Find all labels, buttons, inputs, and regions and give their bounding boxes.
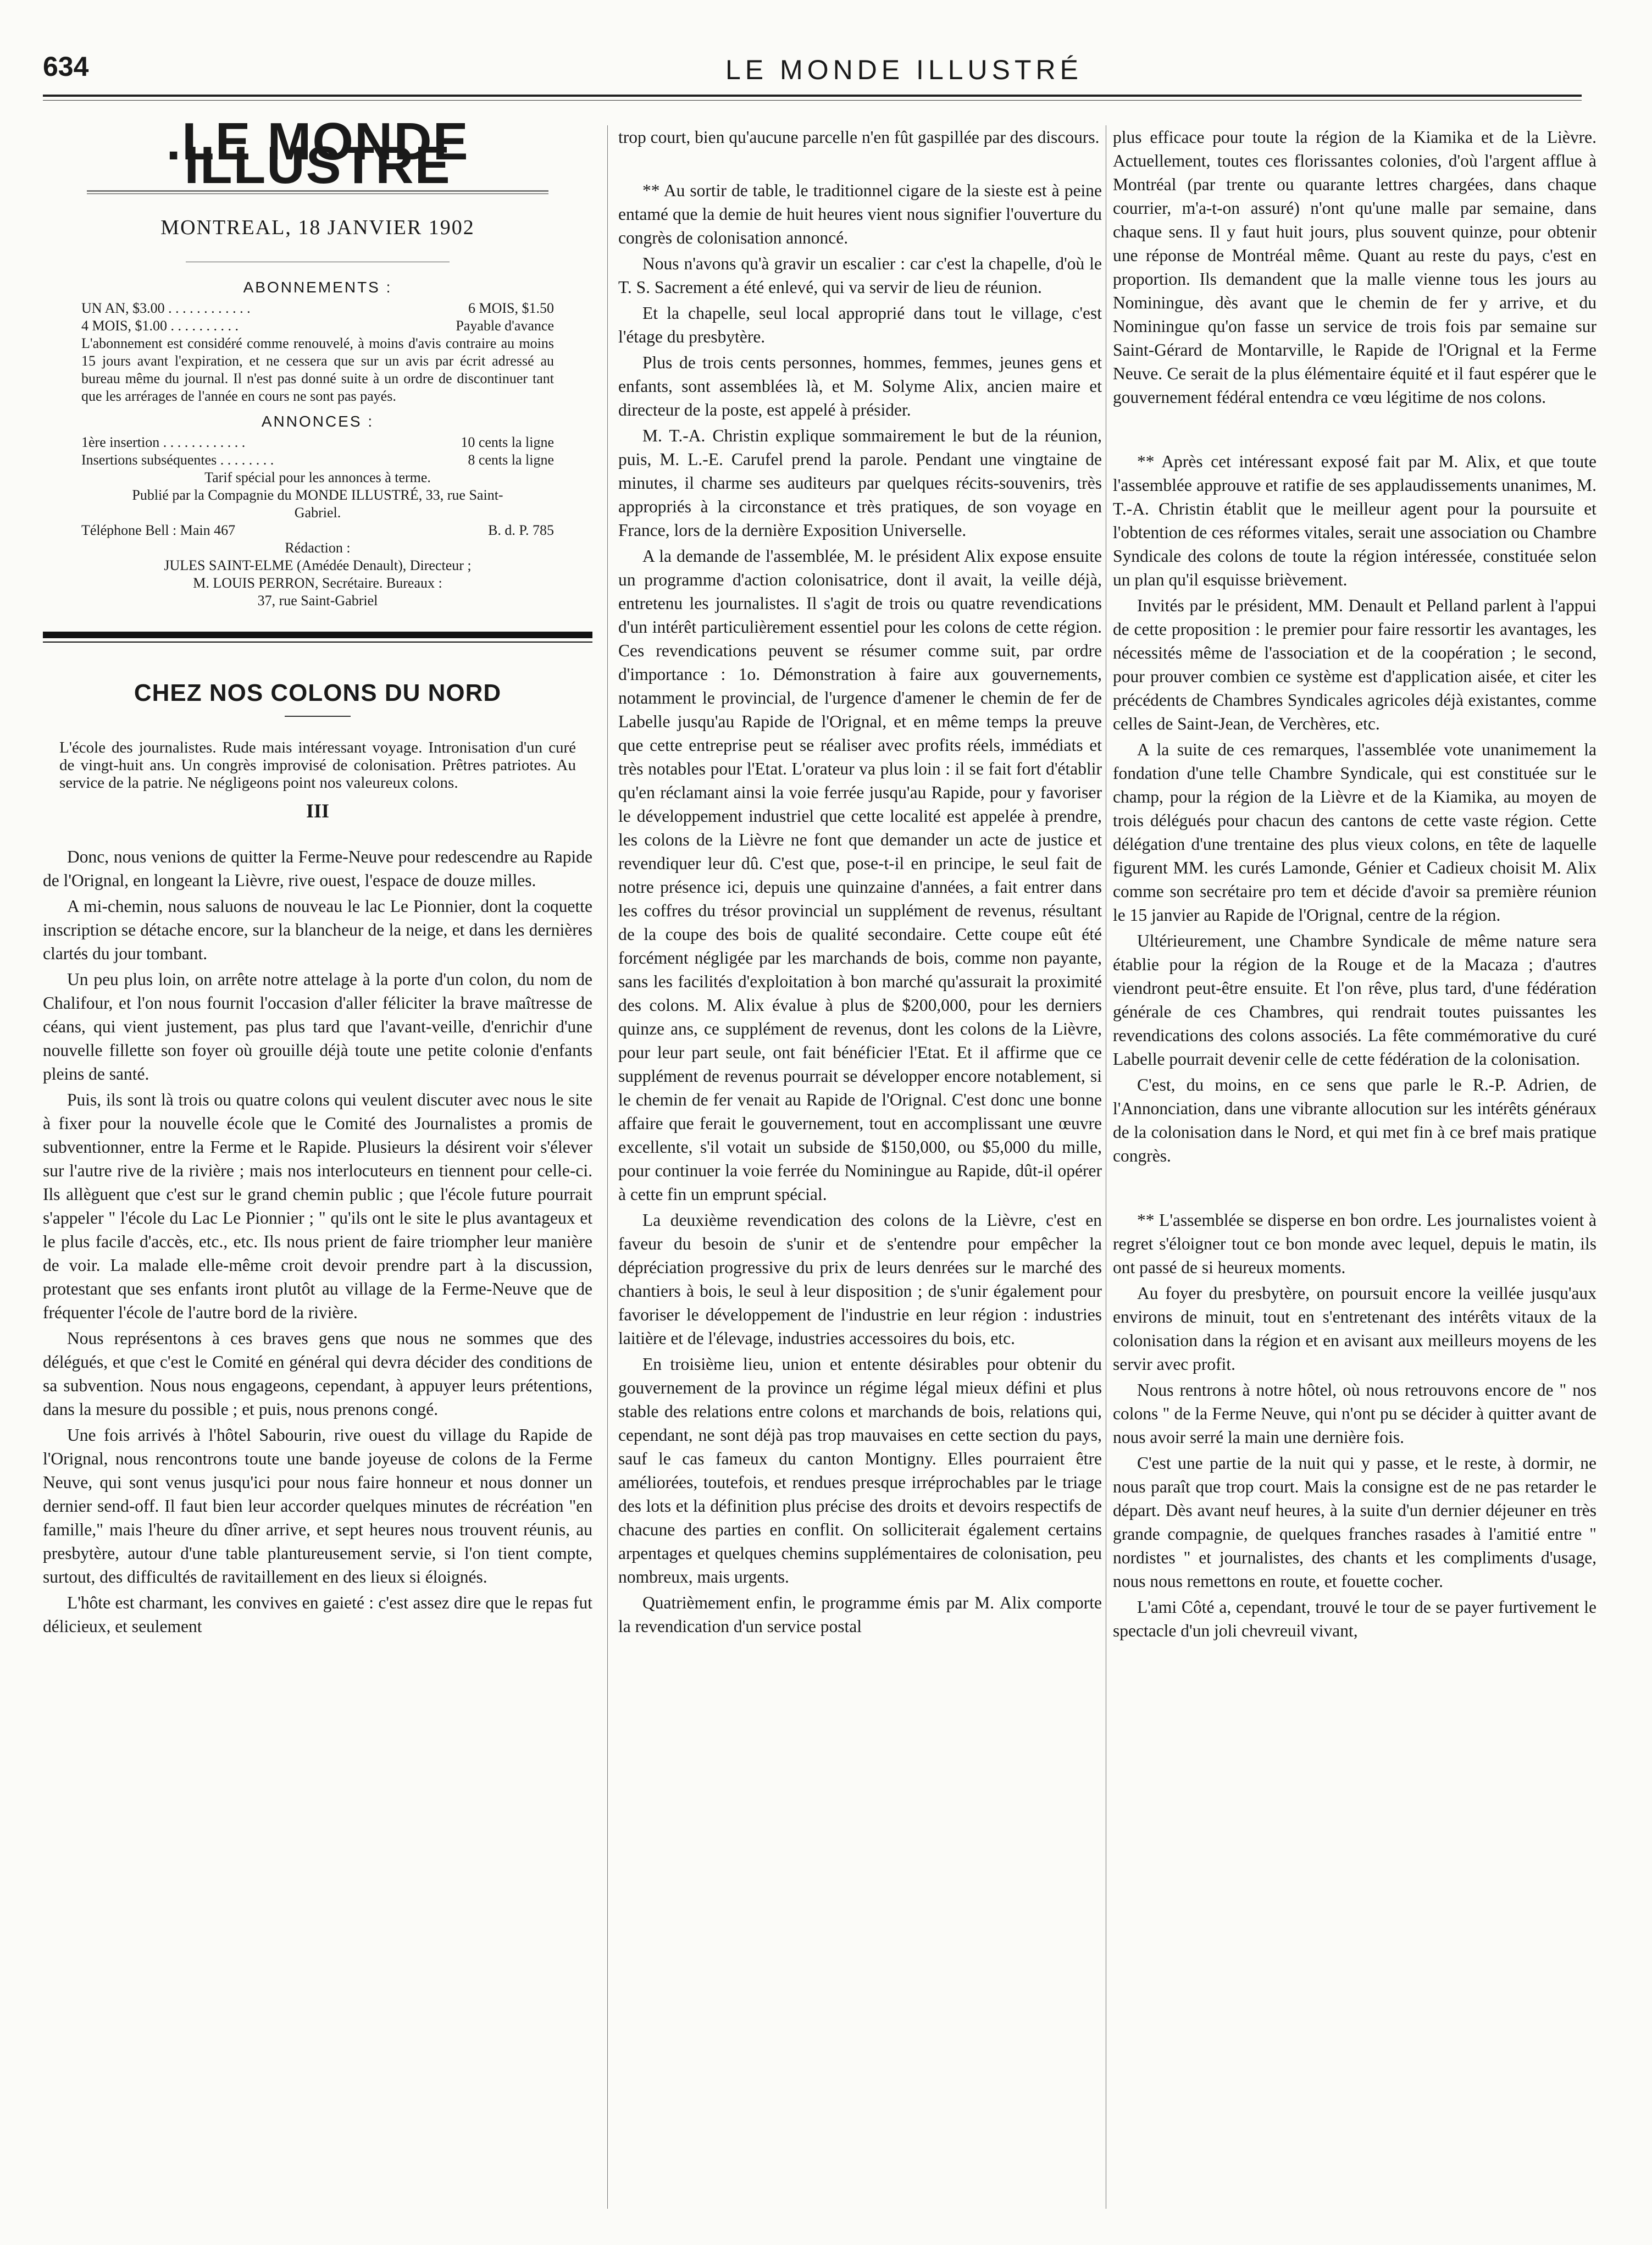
title-rule: [285, 716, 351, 717]
paragraph: C'est, du moins, en ce sens que parle le R.-P. Adrien, de l'Annonciation, dans une vibrante allocution sur les intérêts généraux de la colonisation dans le Nord, et qui met fin à ce bref mais pratique congrès.: [1113, 1075, 1596, 1165]
paragraph: Nous représentons à ces braves gens que nous ne sommes que des délégués, et que c'est le Comité en général qui devra décider des conditions de sa subvention. Nous nous engageons, cependant, à appuyer leurs prétentions, dans la mesure du possible ; et puis, nous prenons congé.: [43, 1329, 592, 1419]
paragraph: Une fois arrivés à l'hôtel Sabourin, rive ouest du village du Rapide de l'Orignal, nous rencontrons toute une bande joyeuse de colons de la Ferme Neuve, qui sont venus jusqu'ici pour nous faire honneur et nous donner un dernier send-off. Il faut bien leur accorder quelques minutes de récréation "en famille," mais l'heure du dîner arrive, et sept heures nous trouvent réunis, au presbytère, autour d'une table plantureusement servie, si l'on tient compte, surtout, des difficultés de ravitaillement en des lieux si éloignés.: [43, 1425, 592, 1586]
subscription-row: [70, 317, 565, 335]
ads-heading: ANNONCES :: [261, 413, 374, 430]
section-rule: [43, 632, 592, 638]
paragraph: Ultérieurement, une Chambre Syndicale de même nature sera établie pour la région de la Rouge et de la Macaza ; d'autres viendront peut-être ensuite. Et l'on rêve, plus tard, d'une fédération générale de ces Chambres, qui rendrait toutes puissantes les revendications des colons associés. La fête commémorative du curé Labelle pourrait devenir celle de cette fédération de la colonisation.: [1113, 931, 1596, 1069]
spacer: [618, 151, 1102, 179]
telephone: Téléphone Bell : Main 467: [81, 522, 236, 538]
paragraph: plus efficace pour toute la région de la Kiamika et de la Lièvre. Actuellement, toutes ces florissantes colonies, d'où l'argent afflue à Montréal (par trente ou quarante lettres chargées, dans chaque courrier, m'a-t-on assuré) n'ont qu'une malle par semaine, dans chaque sens. Il y faut huit jours, plus souvent quinze, pour obtenir une réponse de Montréal même. Quant au reste du pays, c'est en proportion. Ils demandent que la malle vienne tous les jours au Nominingue, dès avant que le chemin de fer y arrive, et du Nominingue qu'on fasse un service de trois fois par semaine sur Saint-Gérard de Montarville, le Rapide de l'Orignal et la Ferme Neuve. Ce serait de la plus élémentaire équité et il faut espérer que le gouvernement fédéral entendra ce vœu légitime de nos colons.: [1113, 128, 1596, 407]
paragraph: Au foyer du presbytère, on poursuit encore la veillée jusqu'aux environs de minuit, tout en s'entretenant des intérêts vitaux de la colonisation dans la région et en avisant aux meilleurs moyens de les servir avec profit.: [1113, 1284, 1596, 1374]
spacer: [1113, 1170, 1596, 1208]
page-number: 634: [43, 51, 89, 82]
paragraph: ** L'assemblée se disperse en bon ordre. Les journalistes voient à regret s'éloigner tout ce bon monde avec lequel, depuis le matin, ils ont passé de si heureux moments.: [1113, 1210, 1596, 1277]
paragraph: Invités par le président, MM. Denault et Pelland parlent à l'appui de cette proposition : le premier pour faire ressortir les avantages, les nécessités même de l'association et de la coopération ; le second, pour prouver combien ce système est d'application aisée, et citer les précédents de Chambres Syndicales agricoles déjà existantes, comme celles de Saint-Jean, de Verchères, etc.: [1113, 596, 1596, 733]
subscription-term: UN AN, $3.00 . . . . . . . . . . . .: [81, 300, 251, 316]
ad-rate-value: 10 cents la ligne: [461, 434, 554, 450]
column-1: [43, 112, 592, 1640]
paragraph: L'hôte est charmant, les convives en gaieté : c'est assez dire que le repas fut délicieux, et seulement: [43, 1593, 592, 1636]
office-address: 37, rue Saint-Gabriel: [257, 593, 378, 609]
paragraph: En troisième lieu, union et entente désirables pour obtenir du gouvernement de la province un régime légal mieux défini et plus stable des relations entre colons et marchands de bois, relations qui, cependant, ne sont déjà pas trop mauvaises en cette section du pays, sauf le cas fameux du canton Montigny. Elles pourraient être améliorées, toutefois, et rendues presque irréprochables par le triage des lots et la définition plus précise des droits et devoirs respectifs de chacune des parties en conflit. On solliciterait également certains arpentages et quelques chemins supplémentaires de colonisation, peu nombreux, mais urgents.: [618, 1354, 1102, 1586]
paragraph: M. T.-A. Christin explique sommairement le but de la réunion, puis, M. L.-E. Carufel prend la parole. Pendant une vingtaine de minutes, il charme ses auditeurs par quelques récits-souvenirs, très appropriés à la circonstance et très pratiques, de son voyage en France, lors de la dernière Exposition Universelle.: [618, 426, 1102, 540]
paragraph: Nous n'avons qu'à gravir un escalier : car c'est la chapelle, d'où le T. S. Sacrement a été enlevé, qui va servir de lieu de réunion.: [618, 254, 1102, 297]
paragraph: Nous rentrons à notre hôtel, où nous retrouvons encore de " nos colons " de la Ferme Neuve, qui n'ont pu se décider à quitter avant de nous avoir serré la main une dernière fois.: [1113, 1380, 1596, 1447]
ad-rate-value: 8 cents la ligne: [468, 452, 554, 468]
paragraph: L'ami Côté a, cependant, trouvé le tour de se payer furtivement le spectacle d'un joli chevreuil vivant,: [1113, 1597, 1596, 1640]
header-rule-thin: [43, 100, 1582, 101]
paragraph: trop court, bien qu'aucune parcelle n'en fût gaspillée par des discours.: [618, 128, 1100, 147]
section-rule-thin: [43, 642, 592, 643]
paragraph: La deuxième revendication des colons de la Lièvre, c'est en faveur du besoin de s'unir et de s'entendre pour empêcher la dépréciation progressive du prix de leurs denrées sur le marché des chantiers à bois, le seul à leur disposition ; de s'unir également pour favoriser le développement de l'industrie en leur région : industries laitière et de l'élevage, industries accessoires du bois, etc.: [618, 1210, 1102, 1348]
post-box: B. d. P. 785: [488, 522, 554, 538]
paragraph: C'est une partie de la nuit qui y passe, et le reste, à dormir, ne nous paraît que trop court. Mais la consigne est de ne pas retarder le départ. Dès avant neuf heures, à la suite d'un dernier déjeuner en très grande compagnie, de quelques franches rasades à l'amitié entre " nordistes " et journalistes, des chants et les compliments d'usage, nous nous remettons en route, et fouette cocher.: [1113, 1453, 1596, 1591]
ad-rate-label: 1ère insertion . . . . . . . . . . . .: [81, 434, 246, 450]
subscription-note: L'abonnement est considéré comme renouvelé, à moins d'avis contraire au moins 15 jours avant l'expiration, et ne cessera que sur un avis par écrit adressé au bureau même du journal. Il n'est pas donné suite à un ordre de discontinuer tant que les arrérages de l'année en cours ne sont pas payés.: [81, 335, 554, 404]
paragraph: A la suite de ces remarques, l'assemblée vote unanimement la fondation d'une telle Chambre Syndicale, qui est constituée sur le champ, pour la région de la Lièvre et de la Kiamika, au moyen de trois délégués pour chacun des cantons de cette vaste région. Cette délégation d'une trentaine des plus vieux colons, en tête de laquelle figurent MM. les curés Lamonde, Génier et Cadieux choisit M. Alix comme son secrétaire pro tem et décide d'avoir sa première réunion le 15 janvier au Rapide de l'Orignal, centre de la région.: [1113, 740, 1596, 925]
dateline: MONTREAL, 18 JANVIER 1902: [160, 216, 475, 239]
header-rule: [43, 95, 1582, 97]
column-3: [1113, 125, 1596, 1645]
section-number: III: [306, 800, 330, 822]
column-2: [618, 125, 1102, 1640]
spacer: [1113, 411, 1596, 450]
paragraph: ** Au sortir de table, le traditionnel cigare de la sieste est à peine entamé que la demie de huit heures vient nous signifier l'ouverture du congrès de colonisation annoncé.: [618, 181, 1102, 247]
article-title: CHEZ NOS COLONS DU NORD: [134, 679, 502, 706]
paragraph: Puis, ils sont là trois ou quatre colons qui veulent discuter avec nous le site à fixer pour la nouvelle école que le Comité des Journalistes a promis de subventionner, entre la Ferme et le Rapide. Plusieurs la désirent voir s'élever sur l'autre rive de la rivière ; mais nos interlocuteurs en tiennent pour celle-ci. Ils allèguent que c'est sur le grand chemin public ; que l'école future pourrait s'appeler " l'école du Lac Le Pionnier ; " qu'ils ont le site le plus avantageux et le plus facile d'accès, etc., etc. Ils nous prient de faire triompher leur manière de voir. La malade elle-même croit devoir prendre part à la discussion, protestant que ses enfants iront plutôt au village de la Ferme-Neuve que de fréquenter l'école de l'autre bord de la rivière.: [43, 1090, 592, 1322]
paragraph: Quatrièmement enfin, le programme émis par M. Alix comporte la revendication d'un service postal: [618, 1593, 1102, 1636]
paragraph: A la demande de l'assemblée, M. le président Alix expose ensuite un programme d'action colonisatrice, dont il avait, la veille déjà, entretenu les journalistes. Il s'agit de trois ou quatre revendications d'un intérêt particulièrement essentiel pour les colons de cette région. Ces revendications peuvent se résumer comme suit, par ordre d'importance : 1o. Démonstration à faire aux gouvernements, notamment le provincial, de l'urgence d'amener le chemin de fer de Labelle jusqu'au Rapide de l'Orignal, et en même temps la preuve que cette entreprise peut se réaliser avec profits réels, immédiats et très notables pour l'Etat. L'orateur va plus loin : il se fait fort d'établir qu'en réclamant ainsi la voie ferrée jusqu'au Rapide, pour y favoriser le développement industriel que cette localité est appelée à prendre, les colons de la Lièvre ne font que demander un acte de justice et revendiquer leur dû. C'est que, pose-t-il en principe, le seul fait de notre présence ici, depuis une quinzaine d'années, a fait entrer dans les coffres du trésor provincial un supplément de revenus, résultant de la coupe des bois de qualité secondaire. Cette coupe eût été forcément négligée par les marchands de bois, comme non payante, sans les facilités d'exploitation à bon marché qu'assurait la proximité des colons. M. Alix évalue à plus de $200,000, pour les derniers quinze ans, ce supplément de revenus, dont les colons de la Lièvre, pour leur part seule, ont fait bénéficier l'Etat. Et il affirme que ce supplément de revenus pourrait se développer encore notablement, si le chemin de fer venait au Rapide de l'Orignal. C'est donc une bonne affaire que ferait le gouvernement, tout en accomplissant une œuvre excellente, s'il votait un subside de $150,000, ou $5,000 du mille, pour continuer la voie ferrée du Nominingue au Rapide, dût-il opérer à cette fin un emprunt spécial.: [618, 546, 1102, 1204]
paragraph: Plus de trois cents personnes, hommes, femmes, jeunes gens et enfants, sont assemblées là, et M. Solyme Alix, ancien maire et directeur de la poste, est appelé à présider.: [618, 353, 1102, 419]
ad-rate-row: [70, 434, 565, 451]
subscription-term: 4 MOIS, $1.00 . . . . . . . . . .: [81, 318, 239, 334]
publisher: Publié par la Compagnie du MONDE ILLUSTRÉ, 33, rue Saint-Gabriel.: [132, 487, 503, 521]
paragraph: Et la chapelle, seul local approprié dans tout le village, c'est l'étage du presbytère.: [618, 303, 1102, 346]
director: JULES SAINT-ELME (Amédée Denault), Directeur ;: [164, 557, 472, 573]
subscriptions-heading: ABONNEMENTS :: [243, 279, 392, 296]
ad-special: Tarif spécial pour les annonces à terme.: [204, 469, 431, 485]
subscription-row: [70, 300, 565, 317]
paragraph: ** Après cet intéressant exposé fait par M. Alix, et que toute l'assemblée approuve et ratifie de ses applaudissements unanimes, M. T.-A. Christin établit que le meilleur agent pour la poursuite et l'obtention de ces réformes vitales, serait une association ou Chambre Syndicale des colons de toute la région intéressée, constituée selon un plan qu'il esquisse brièvement.: [1113, 452, 1596, 589]
contact-row: [70, 522, 565, 539]
redaction-heading: Rédaction :: [285, 540, 351, 556]
ad-rate-row: [70, 451, 565, 469]
paragraph: Un peu plus loin, on arrête notre attelage à la porte d'un colon, du nom de Chalifour, et l'on nous fournit l'occasion d'aller féliciter la brave maîtresse de céans, qui vient justement, pas plus tard que l'avant-veille, d'enrichir d'une nouvelle fillette son foyer où grouille déjà toute une petite colonie d'enfants pleins de santé.: [43, 970, 592, 1083]
article-summary: L'école des journalistes. Rude mais intéressant voyage. Intronisation d'un curé de vingt-huit ans. Un congrès improvisé de colonisation. Prêtres patriotes. Au service de la patrie. Ne négligeons point nos valeureux colons.: [59, 739, 576, 792]
subscription-price: 6 MOIS, $1.50: [468, 300, 554, 316]
column-divider: [607, 125, 608, 2209]
secretary: M. LOUIS PERRON, Secrétaire. Bureaux :: [193, 575, 442, 591]
paragraph: A mi-chemin, nous saluons de nouveau le lac Le Pionnier, dont la coquette inscription se détache encore, sur la blancheur de la neige, et dans les dernières clartés du jour tombant.: [43, 897, 592, 963]
masthead-title: .LE MONDE ILLUSTRE: [166, 112, 469, 195]
running-title: LE MONDE ILLUSTRÉ: [725, 54, 1083, 85]
paragraph: Donc, nous venions de quitter la Ferme-Neuve pour redescendre au Rapide de l'Orignal, en longeant la Lièvre, rive ouest, l'espace de douze milles.: [43, 847, 592, 890]
subscriptions-box: [43, 279, 592, 610]
ad-rate-label: Insertions subséquentes . . . . . . . .: [81, 452, 274, 468]
subscription-price: Payable d'avance: [456, 318, 554, 334]
